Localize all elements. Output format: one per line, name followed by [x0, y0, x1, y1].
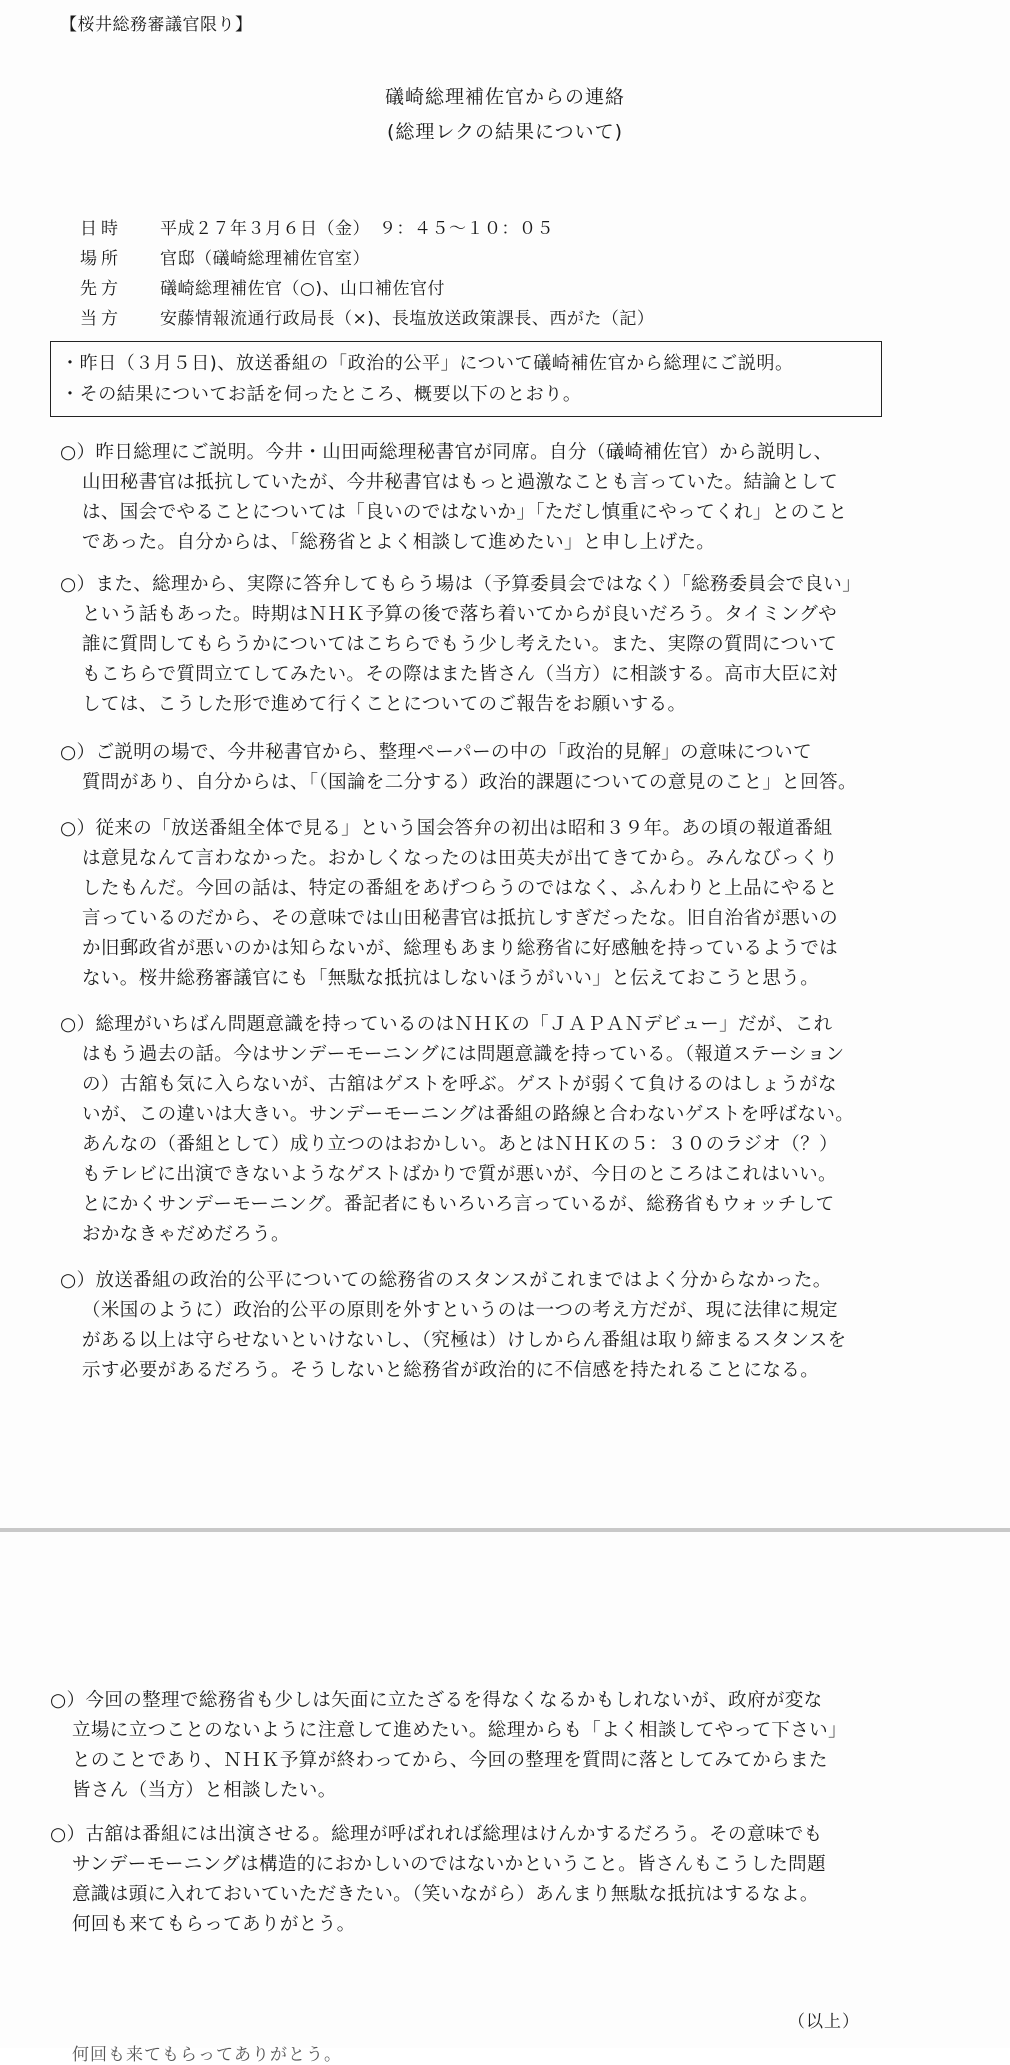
bleed-through-text: 何回も来てもらってありがとう。 — [72, 2045, 342, 2065]
meta-row-place — [80, 244, 654, 274]
paragraph-1 — [60, 438, 960, 558]
paragraph-line: もテレビに出演できないようなゲストばかりで質が悪いが、今日のところはこれはいい。 — [82, 1164, 837, 1185]
restriction-tag: 【桜井総務審議官限り】 — [60, 15, 253, 35]
paragraph-line: という話もあった。時期はＮＨＫ予算の後で落ち着いてからが良いだろう。タイミングや — [82, 604, 838, 625]
document-title: 礒崎総理補佐官からの連絡 — [384, 86, 625, 108]
paragraph-line: 質問があり、自分からは、「（国論を二分する）政治的課題についての意見のこと」と回答。 — [82, 772, 857, 793]
paragraph-3 — [60, 738, 960, 798]
paragraph-line: 誰に質問してもらうかについてはこちらでもう少し考えたい。また、実際の質問について — [82, 634, 838, 655]
paragraph-line: がある以上は守らせないといけないし、（究極は）けしからん番組は取り締まるスタンスを — [82, 1330, 847, 1351]
paragraph-line: 言っているのだから、その意味では山田秘書官は抵抗しすぎだったな。旧自治省が悪いの — [82, 908, 839, 929]
paragraph-2 — [60, 570, 960, 720]
meta-row-counterpart — [80, 274, 654, 304]
paragraph-line: 立場に立つことのないように注意して進めたい。総理からも「よく相談してやって下さい」 — [72, 1720, 847, 1741]
paragraph-line: ○）ご説明の場で、今井秘書官から、整理ペーパーの中の「政治的見解」の意味について — [60, 742, 812, 763]
paragraph-line: とのことであり、ＮＨＫ予算が終わってから、今回の整理を質問に落としてみてからまた — [72, 1750, 828, 1771]
paragraph-line: ○）昨日総理にご説明。今井・山田両総理秘書官が同席。自分（礒崎補佐官）から説明し、 — [60, 442, 833, 463]
paragraph-line: 何回も来てもらってありがとう。 — [72, 1914, 356, 1935]
paragraph-line: 皆さん（当方）と相談したい。 — [72, 1780, 337, 1801]
paragraph-line: はもう過去の話。今はサンデーモーニングには問題意識を持っている。（報道ステーション — [82, 1044, 845, 1065]
paragraph-line: ○）今回の整理で総務省も少しは矢面に立たざるを得なくなるかもしれないが、政府が変な — [50, 1690, 823, 1711]
paragraph-line: か旧郵政省が悪いのかは知らないが、総理もあまり総務省に好感触を持っているようでは — [82, 938, 839, 959]
paragraph-line: 意識は頭に入れておいていただきたい。（笑いながら）あんまり無駄な抵抗はするなよ。 — [72, 1884, 819, 1905]
paragraph-line: の）古舘も気に入らないが、古舘はゲストを呼ぶ。ゲストが弱くて負けるのはしょうがな — [82, 1074, 837, 1095]
paragraph-line: あんなの（番組として）成り立つのはおかしい。あとはＮＨＫの５：３０のラジオ（？） — [82, 1134, 839, 1155]
paragraph-line: ○）従来の「放送番組全体で見る」という国会答弁の初出は昭和３９年。あの頃の報道番組 — [60, 818, 833, 839]
paragraph-line: ○）総理がいちばん問題意識を持っているのはＮＨＫの「ＪＡＰＡＮデビュー」だが、これ — [60, 1014, 833, 1035]
paragraph-line: しては、こうした形で進めて行くことについてのご報告をお願いする。 — [82, 694, 687, 715]
paragraph-line: ○）放送番組の政治的公平についての総務省のスタンスがこれまではよく分からなかった。 — [60, 1270, 832, 1291]
meta-key: 日時 — [80, 219, 122, 239]
paragraph-line: もこちらで質問立てしてみたい。その際はまた皆さん（当方）に相談する。高市大臣に対 — [82, 664, 838, 685]
paragraph-line: （米国のように）政治的公平の原則を外すというのは一つの考え方だが、現に法律に規定 — [82, 1300, 839, 1321]
paragraph-line: であった。自分からは、「総務省とよく相談して進めたい」と申し上げた。 — [82, 532, 716, 553]
meta-row-our-side — [80, 304, 654, 334]
meta-value: 平成２７年３月６日（金） ９：４５〜１０：０５ — [160, 219, 554, 239]
meta-value: 安藤情報流通行政局長（×)、長塩放送政策課長、西がた（記） — [160, 309, 655, 329]
paragraph-line: は、国会でやることについては「良いのではないか」「ただし慎重にやってくれ」とのこと — [82, 502, 848, 523]
paragraph-4 — [60, 814, 960, 994]
paragraph-line: は意見なんて言わなかった。おかしくなったのは田英夫が出てきてから。みんなびっくり — [82, 848, 839, 869]
summary-line: ・昨日（３月５日)、放送番組の「政治的公平」について礒崎補佐官から総理にご説明。 — [61, 353, 794, 374]
meta-key: 場所 — [80, 249, 122, 269]
paragraph-8 — [50, 1820, 950, 1940]
summary-box — [50, 341, 882, 417]
paragraph-line: ない。桜井総務審議官にも「無駄な抵抗はしないほうがいい」と伝えておこうと思う。 — [82, 968, 820, 989]
meta-value: 官邸（礒崎総理補佐官室） — [160, 249, 370, 269]
meta-value: 礒崎総理補佐官（○)、山口補佐官付 — [160, 279, 445, 299]
paragraph-line: とにかくサンデーモーニング。番記者にもいろいろ言っているが、総務省もウォッチして — [82, 1194, 835, 1215]
paragraph-line: おかなきゃだめだろう。 — [82, 1224, 290, 1245]
document-subtitle: (総理レクの結果について) — [386, 121, 624, 143]
paragraph-6 — [60, 1266, 960, 1386]
closing-mark: （以上） — [788, 2012, 860, 2032]
paragraph-line: ○）古舘は番組には出演させる。総理が呼ばれれば総理はけんかするだろう。その意味でも — [50, 1824, 823, 1845]
paragraph-line: いが、この違いは大きい。サンデーモーニングは番組の路線と合わないゲストを呼ばない。 — [82, 1104, 855, 1125]
paragraph-line: ○）また、総理から、実際に答弁してもらう場は（予算委員会ではなく）「総務委員会で良い」 — [60, 574, 862, 595]
summary-line: ・その結果についてお話を伺ったところ、概要以下のとおり。 — [61, 384, 582, 405]
paragraph-line: サンデーモーニングは構造的におかしいのではないかということ。皆さんもこうした問題 — [72, 1854, 826, 1875]
paragraph-line: したもんだ。今回の話は、特定の番組をあげつらうのではなく、ふんわりと上品にやると — [82, 878, 838, 899]
meta-key: 先方 — [80, 279, 122, 299]
meta-key: 当方 — [80, 309, 122, 329]
paragraph-7 — [50, 1686, 950, 1806]
paragraph-line: 示す必要があるだろう。そうしないと総務省が政治的に不信感を持たれることになる。 — [82, 1360, 820, 1381]
meeting-details — [80, 214, 654, 334]
meta-row-datetime — [80, 214, 654, 244]
paragraph-5 — [60, 1010, 960, 1250]
paragraph-line: 山田秘書官は抵抗していたが、今井秘書官はもっと過激なことも言っていた。結論として — [82, 472, 839, 493]
